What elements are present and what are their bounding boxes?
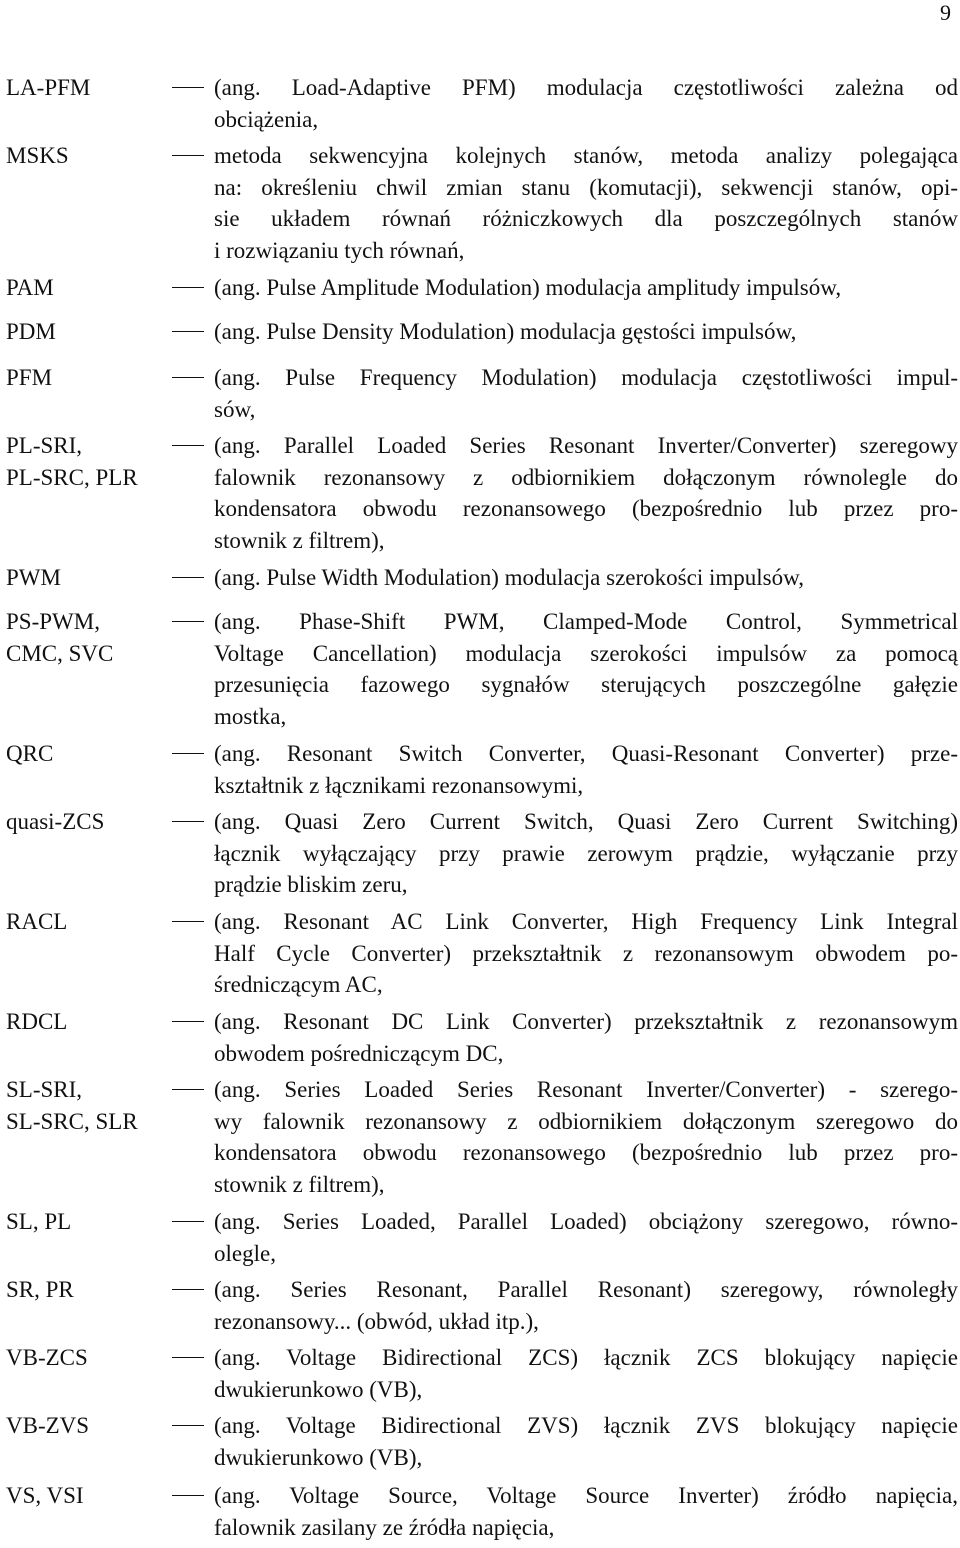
em-dash-separator (172, 1089, 204, 1090)
definition-line: (ang. Resonant AC Link Converter, High Frequency Link Integral (214, 909, 958, 934)
definition-line: (ang. Voltage Source, Voltage Source Inverter) źródło napięcia, (214, 1483, 958, 1508)
abbreviation-line: VB-ZVS (6, 1413, 90, 1438)
em-dash-separator (172, 377, 204, 378)
definition-line: średniczącym AC, (214, 972, 383, 997)
abbreviation-line: CMC, SVC (6, 640, 114, 666)
definition-line: (ang. Quasi Zero Current Switch, Quasi Zero Current Switching) (214, 809, 958, 834)
em-dash-separator (172, 155, 204, 156)
definition (214, 1342, 958, 1405)
em-dash-separator (172, 1357, 204, 1358)
abbreviation (6, 272, 176, 304)
definition (214, 362, 958, 425)
abbreviation-line: MSKS (6, 143, 69, 168)
abbreviation (6, 1274, 176, 1306)
abbreviation-line: quasi-ZCS (6, 809, 105, 834)
definition-line: obciążenia, (214, 106, 319, 132)
abbreviation-line: PS-PWM, (6, 609, 100, 634)
definition-line: (ang. Pulse Density Modulation) modulacja gęstości impulsów, (214, 319, 797, 344)
definition-line: łącznik wyłączający przy prawie zerowym prądzie, wyłączanie przy (214, 840, 958, 866)
definition-line: sów, (214, 396, 256, 422)
definition (214, 272, 958, 304)
definition-line: metoda sekwencyjna kolejnych stanów, metoda analizy polegająca (214, 143, 958, 168)
definition-line: przesunięcia fazowego sygnałów sterujących poszczególne gałęzie (214, 672, 958, 697)
abbreviation (6, 72, 176, 104)
abbreviation (6, 430, 176, 493)
definition (214, 72, 958, 135)
abbreviation (6, 1206, 176, 1238)
definition-line: (ang. Load-Adaptive PFM) modulacja częstotliwości zależna od (214, 75, 958, 100)
definition-line: rezonansowy... (obwód, układ itp.), (214, 1308, 539, 1334)
definition-line: kondensatora obwodu rezonansowego (bezpośrednio lub przez pro- (214, 1140, 958, 1165)
definition-line: (ang. Series Resonant, Parallel Resonant) szeregowy, równoległy (214, 1277, 958, 1302)
abbreviation (6, 140, 176, 172)
definition-line: (ang. Resonant DC Link Converter) przekształtnik z rezonansowym (214, 1009, 958, 1034)
em-dash-separator (172, 1495, 204, 1496)
definition (214, 906, 958, 1001)
definition (214, 140, 958, 266)
abbreviation-line: PDM (6, 319, 56, 344)
em-dash-separator (172, 621, 204, 622)
em-dash-separator (172, 1021, 204, 1022)
abbreviation (6, 562, 176, 594)
definition-line: (ang. Series Loaded, Parallel Loaded) obciążony szeregowo, równo- (214, 1209, 958, 1234)
abbreviation-line: PAM (6, 275, 54, 300)
em-dash-separator (172, 87, 204, 88)
definition-line: na: określeniu chwil zmian stanu (komutacji), sekwencji stanów, opi- (214, 174, 958, 200)
abbreviation-line: SL-SRI, (6, 1077, 83, 1102)
definition-line: Voltage Cancellation) modulacja szerokości impulsów za pomocą (214, 640, 958, 666)
definition-line: (ang. Parallel Loaded Series Resonant Inverter/Converter) szeregowy (214, 433, 958, 458)
abbreviation (6, 738, 176, 770)
abbreviation-line: PFM (6, 365, 53, 390)
definition-line: olegle, (214, 1240, 276, 1266)
definition-line: kondensatora obwodu rezonansowego (bezpośrednio lub przez pro- (214, 496, 958, 521)
abbreviation-line: VS, VSI (6, 1483, 84, 1508)
abbreviation-line: PL-SRC, PLR (6, 464, 138, 490)
definition-line: falownik zasilany ze źródła napięcia, (214, 1514, 555, 1540)
definition-line: (ang. Series Loaded Series Resonant Inverter/Converter) - szerego- (214, 1077, 958, 1102)
em-dash-separator (172, 577, 204, 578)
em-dash-separator (172, 445, 204, 446)
definition-line: stownik z filtrem), (214, 1171, 385, 1197)
definition (214, 1480, 958, 1543)
definition-line: dwukierunkowo (VB), (214, 1376, 423, 1402)
em-dash-separator (172, 287, 204, 288)
definition (214, 1410, 958, 1473)
abbreviation-line: QRC (6, 741, 54, 766)
definition (214, 806, 958, 901)
definition-line: (ang. Voltage Bidirectional ZCS) łącznik ZCS blokujący napięcie (214, 1345, 958, 1370)
abbreviation-line: PL-SRI, (6, 433, 83, 458)
em-dash-separator (172, 921, 204, 922)
definition-line: mostka, (214, 703, 287, 729)
definition-line: Half Cycle Converter) przekształtnik z rezonansowym obwodem po- (214, 940, 958, 966)
abbreviation-line: LA-PFM (6, 75, 91, 100)
definition (214, 1274, 958, 1337)
abbreviation-line: VB-ZCS (6, 1345, 88, 1370)
definition (214, 1206, 958, 1269)
em-dash-separator (172, 821, 204, 822)
definition-line: dwukierunkowo (VB), (214, 1444, 423, 1470)
definition (214, 430, 958, 556)
abbreviation (6, 606, 176, 669)
abbreviation (6, 806, 176, 838)
definition (214, 1074, 958, 1200)
definition-line: sie układem równań różniczkowych dla poszczególnych stanów (214, 206, 958, 231)
definition-line: stownik z filtrem), (214, 527, 385, 553)
abbreviation (6, 1342, 176, 1374)
definition (214, 1006, 958, 1069)
abbreviation (6, 362, 176, 394)
definition-line: wy falownik rezonansowy z odbiornikiem dołączonym szeregowo do (214, 1108, 958, 1134)
abbreviation (6, 1006, 176, 1038)
em-dash-separator (172, 1289, 204, 1290)
abbreviation-line: SL, PL (6, 1209, 72, 1234)
definition-line: (ang. Phase-Shift PWM, Clamped-Mode Control, Symmetrical (214, 609, 958, 634)
abbreviation (6, 1480, 176, 1512)
em-dash-separator (172, 1221, 204, 1222)
definition-line: falownik rezonansowy z odbiornikiem dołączonym równolegle do (214, 464, 958, 490)
definition-line: (ang. Pulse Amplitude Modulation) modulacja amplitudy impulsów, (214, 275, 842, 300)
abbreviation-line: SL-SRC, SLR (6, 1108, 138, 1134)
em-dash-separator (172, 1425, 204, 1426)
definition (214, 606, 958, 732)
definition-line: (ang. Pulse Width Modulation) modulacja szerokości impulsów, (214, 565, 804, 590)
abbreviation-line: RDCL (6, 1009, 68, 1034)
definition-line: i rozwiązaniu tych równań, (214, 237, 465, 263)
definition-line: (ang. Voltage Bidirectional ZVS) łącznik ZVS blokujący napięcie (214, 1413, 958, 1438)
definition (214, 562, 958, 594)
definition-line: (ang. Resonant Switch Converter, Quasi-Resonant Converter) prze- (214, 741, 958, 766)
abbreviation (6, 316, 176, 348)
abbreviation-line: RACL (6, 909, 68, 934)
em-dash-separator (172, 753, 204, 754)
definition (214, 738, 958, 801)
abbreviation (6, 1410, 176, 1442)
abbreviation-line: PWM (6, 565, 61, 590)
definition-line: kształtnik z łącznikami rezonansowymi, (214, 772, 584, 798)
em-dash-separator (172, 331, 204, 332)
definition-line: obwodem pośredniczącym DC, (214, 1040, 504, 1066)
definition-line: prądzie bliskim zeru, (214, 872, 408, 897)
abbreviation-line: SR, PR (6, 1277, 74, 1302)
definition-line: (ang. Pulse Frequency Modulation) modulacja częstotliwości impul- (214, 365, 958, 390)
abbreviation (6, 1074, 176, 1137)
definition (214, 316, 958, 348)
abbreviation (6, 906, 176, 938)
page-number: 9 (940, 0, 951, 25)
